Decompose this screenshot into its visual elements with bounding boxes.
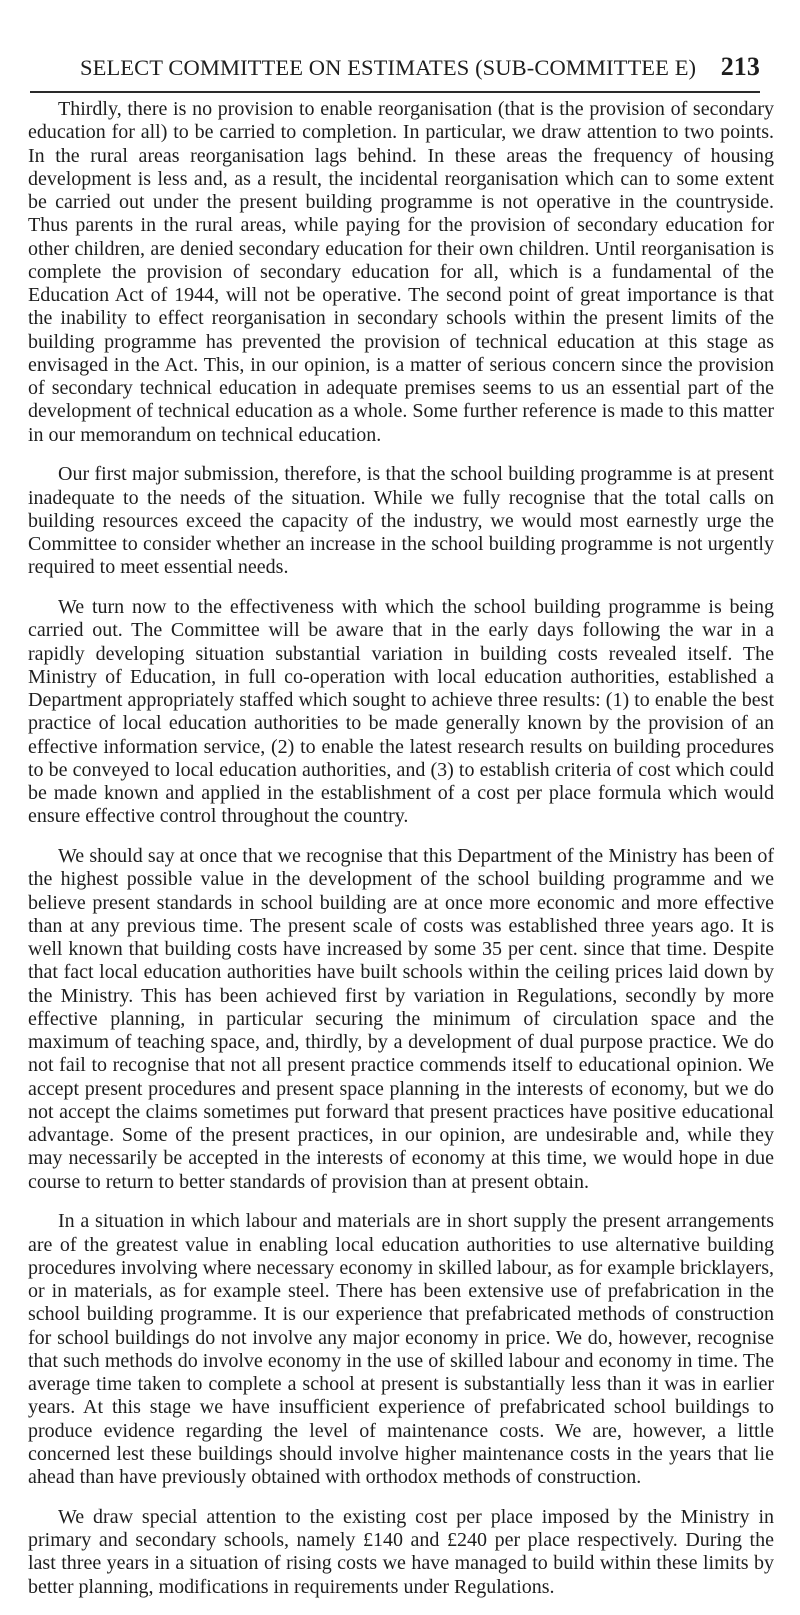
paragraph: Thirdly, there is no provision to enable reorganisation (that is the provision of secondary education for all) to be carried to completion. In particular, we draw attention to two points. In the rural areas reorganisation lags behind. In these areas the frequency of housing development is less and, as a result, the incidental reorganisation which can to some extent be carried out under the present building programme is not operative in the countryside. Thus parents in the rural areas, while paying for the provision of secondary education for other children, are denied secondary education for their own children. Until reorganisation is complete the provision of secondary education for all, which is a fundamental of the Education Act of 1944, will not be operative. The second point of great importance is that the inability to effect reorganisation in secondary schools within the present limits of the building programme has prevented the provision of technical education at this stage as envisaged in the Act. This, in our opinion, is a matter of serious concern since the provision of secondary technical education in adequate premises seems to us an essential part of the development of technical education as a whole. Some further reference is made to this matter in our memorandum on technical education.	[28, 98, 774, 446]
paragraph: Our first major submission, therefore, is that the school building programme is at present inadequate to the needs of the situation. While we fully recognise that the total calls on building resources exceed the capacity of the industry, we would most earnestly urge the Committee to consider whether an increase in the school building programme is not urgently required to meet essential needs.	[28, 463, 774, 579]
page-number: 213	[720, 52, 760, 81]
header-rule	[30, 91, 760, 93]
page-header	[0, 52, 800, 82]
running-title: SELECT COMMITTEE ON ESTIMATES (SUB-COMMITTEE E)	[80, 55, 697, 80]
paragraph: We turn now to the effectiveness with which the school building programme is being carried out. The Committee will be aware that in the early days following the war in a rapidly developing situation substantial variation in building costs revealed itself. The Ministry of Education, in full co-operation with local education authorities, established a Department appropriately staffed which sought to achieve three results: (1) to enable the best practice of local education authorities to be made generally known by the provision of an effective information service, (2) to enable the latest research results on building procedures to be conveyed to local education authorities, and (3) to establish criteria of cost which could be made known and applied in the establishment of a cost per place formula which would ensure effective control throughout the country.	[28, 596, 774, 828]
paragraph: We draw special attention to the existing cost per place imposed by the Ministry in primary and secondary schools, namely £140 and £240 per place respectively. During the last three years in a situation of rising costs we have managed to build within these limits by better planning, modifications in requirements under Regulations.	[28, 1505, 774, 1598]
paragraph: In a situation in which labour and materials are in short supply the present arrangements are of the greatest value in enabling local education authorities to use alternative building procedures involving where necessary economy in skilled labour, as for example bricklayers, or in materials, as for example steel. There has been extensive use of prefabrication in the school building programme. It is our experience that prefabricated methods of construction for school buildings do not involve any major economy in price. We do, however, recognise that such methods do involve economy in the use of skilled labour and economy in time. The average time taken to complete a school at present is substantially less than it was in earlier years. At this stage we have insufficient experience of prefabricated school buildings to produce evidence regarding the level of maintenance costs. We are, however, a little concerned lest these buildings should involve higher maintenance costs in the years that lie ahead than have previously obtained with orthodox methods of construction.	[28, 1210, 774, 1488]
body-text	[28, 98, 774, 1615]
paragraph: We should say at once that we recognise that this Department of the Ministry has been of the highest possible value in the development of the school building programme and we believe present standards in school building are at once more economic and more effective than at any previous time. The present scale of costs was established three years ago. It is well known that building costs have increased by some 35 per cent. since that time. Despite that fact local education authorities have built schools within the ceiling prices laid down by the Ministry. This has been achieved first by variation in Regulations, secondly by more effective planning, in particular securing the minimum of circulation space and the maximum of teaching space, and, thirdly, by a development of dual purpose practice. We do not fail to recognise that not all present practice commends itself to educational opinion. We accept present procedures and present space planning in the interests of economy, but we do not accept the claims sometimes put forward that present practices have positive educational advantage. Some of the present practices, in our opinion, are undesirable and, while they may necessarily be accepted in the interests of economy at this time, we would hope in due course to return to better standards of provision than at present obtain.	[28, 845, 774, 1193]
